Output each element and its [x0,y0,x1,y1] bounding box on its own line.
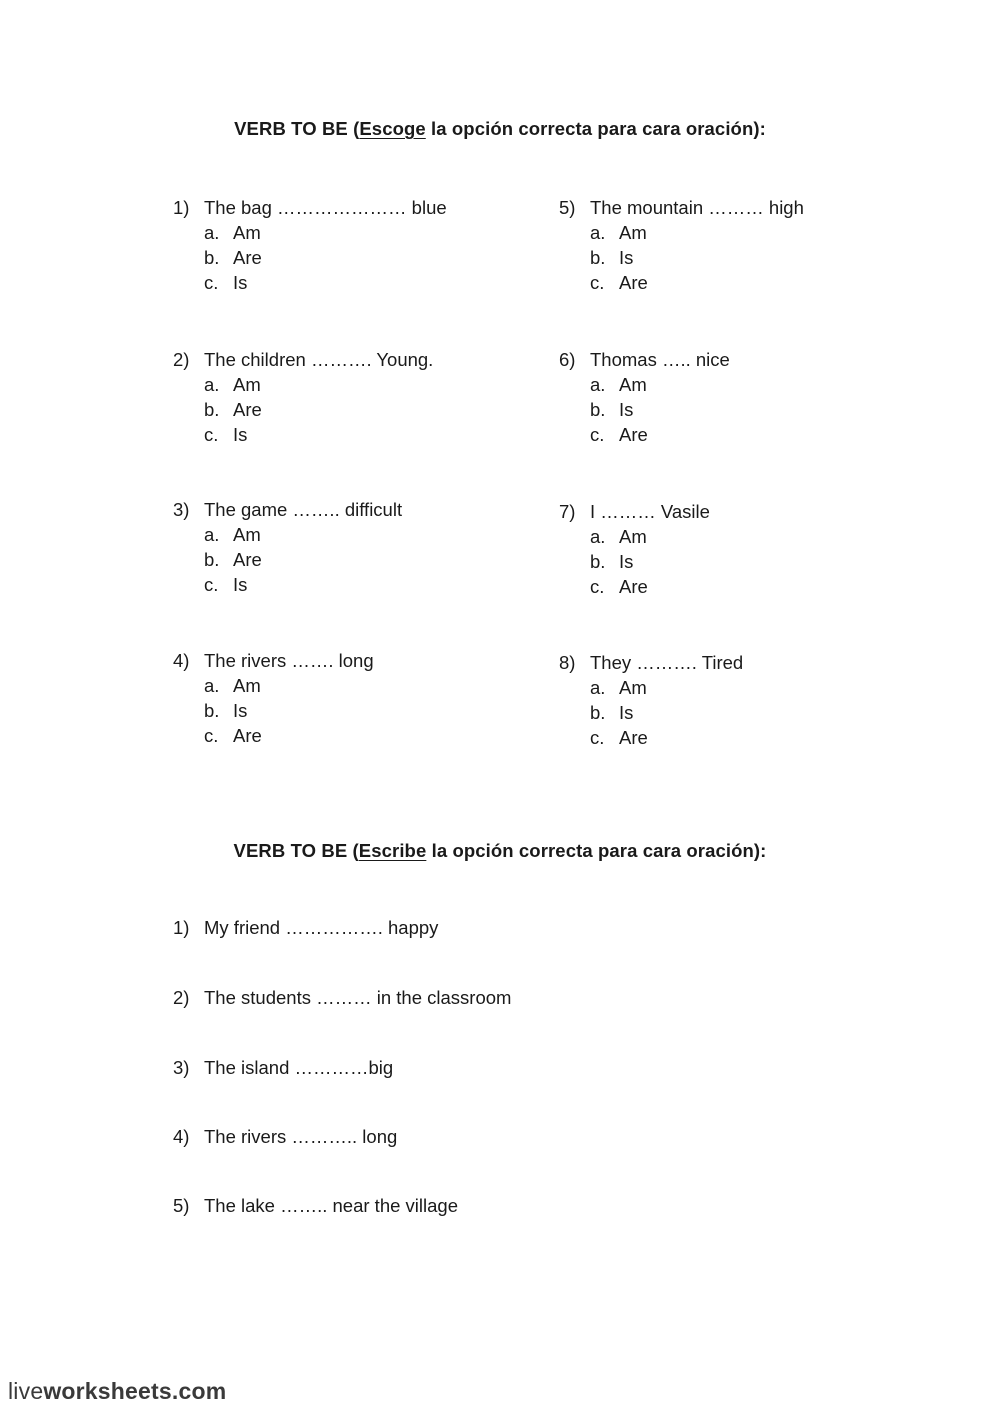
section2-heading-verb: Escribe [358,840,427,861]
option-c[interactable]: c. Is [204,424,248,445]
section1-heading-verb: Escoge [359,118,426,139]
option-b[interactable]: b. Is [590,551,634,572]
choice-question-5: 5) The mountain ……… high a. Am b. Is c. Are [559,197,804,293]
fill-question-5[interactable]: 5) The lake …….. near the village [173,1195,458,1216]
option-c[interactable]: c. Are [590,272,648,293]
option-b[interactable]: b. Is [204,700,248,721]
fill-question-2[interactable]: 2) The students ……… in the classroom [173,987,512,1008]
option-c[interactable]: c. Is [204,272,248,293]
option-c[interactable]: c. Is [204,574,248,595]
option-a[interactable]: a. Am [204,374,261,395]
question-text: The children ………. Young. [204,349,434,370]
option-b[interactable]: b. Are [204,549,262,570]
choice-question-1: 1) The bag ………………… blue a. Am b. Are c. Is [173,197,447,293]
choice-question-6: 6) Thomas ….. nice a. Am b. Is c. Are [559,349,730,445]
option-a[interactable]: a. Am [590,222,647,243]
question-text: My friend ……………. happy [204,917,439,938]
liveworksheets-logo: liveworksheets.com [8,1378,227,1404]
fill-question-1[interactable]: 1) My friend ……………. happy [173,917,439,938]
option-a[interactable]: a. Am [204,222,261,243]
option-a[interactable]: a. Am [204,675,261,696]
option-c[interactable]: c. Are [204,725,262,746]
question-text: The bag ………………… blue [204,197,447,218]
section1-heading: VERB TO BE (Escoge la opción correcta para cara oración): [234,118,766,139]
option-c[interactable]: c. Are [590,576,648,597]
option-b[interactable]: b. Are [204,399,262,420]
option-a[interactable]: a. Am [204,524,261,545]
option-c[interactable]: c. Are [590,727,648,748]
choice-question-7: 7) I ……… Vasile a. Am b. Is c. Are [559,501,710,597]
option-a[interactable]: a. Am [590,374,647,395]
question-text: The game …….. difficult [204,499,403,520]
option-b[interactable]: b. Is [590,247,634,268]
question-text: The mountain ……… high [590,197,804,218]
choice-question-3: 3) The game …….. difficult a. Am b. Are c. Is [173,499,403,595]
choice-question-2: 2) The children ………. Young. a. Am b. Are c. Is [173,349,434,445]
question-text: I ……… Vasile [590,501,710,522]
question-text: The lake …….. near the village [204,1195,458,1216]
section2-heading: VERB TO BE (Escribe la opción correcta para cara oración): [233,840,767,861]
option-b[interactable]: b. Are [204,247,262,268]
option-c[interactable]: c. Are [590,424,648,445]
choice-question-4: 4) The rivers ……. long a. Am b. Is c. Are [173,650,374,746]
option-a[interactable]: a. Am [590,677,647,698]
option-a[interactable]: a. Am [590,526,647,547]
fill-question-3[interactable]: 3) The island …………big [173,1057,394,1078]
option-b[interactable]: b. Is [590,399,634,420]
option-b[interactable]: b. Is [590,702,634,723]
choice-question-8: 8) They ………. Tired a. Am b. Is c. Are [559,652,744,748]
fill-question-4[interactable]: 4) The rivers ……….. long [173,1126,398,1147]
question-text: The rivers ……….. long [204,1126,398,1147]
question-text: They ………. Tired [590,652,744,673]
question-text: The students ……… in the classroom [204,987,512,1008]
question-text: The rivers ……. long [204,650,374,671]
question-text: Thomas ….. nice [590,349,730,370]
question-text: The island …………big [204,1057,394,1078]
